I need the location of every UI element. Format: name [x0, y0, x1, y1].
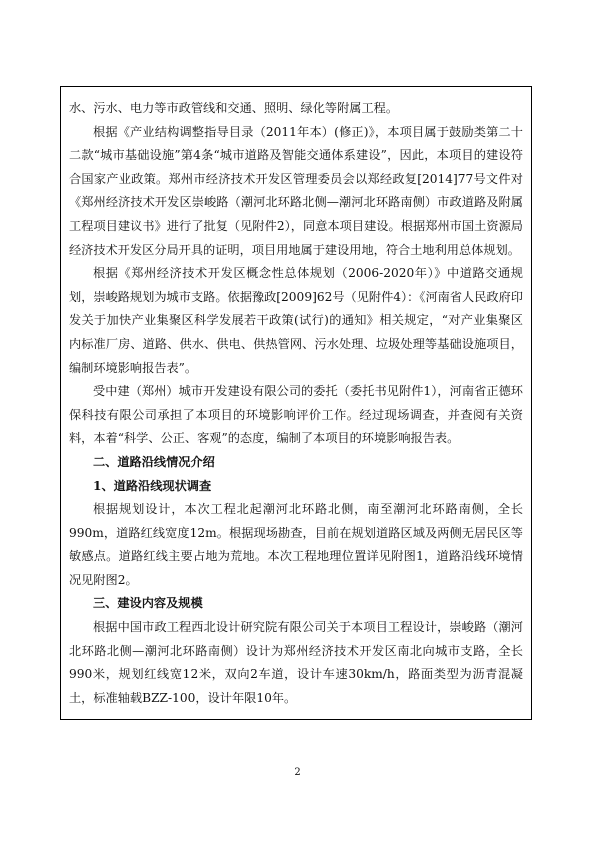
- document-body: [69, 97, 523, 710]
- paragraph-construction-scale: 根据中国市政工程西北设计研究院有限公司关于本项目工程设计，崇峻路（潮河北环路北侧—潮河北环路南侧）设计为郑州经济技术开发区南北向城市支路，全长990米，规划红线宽12米，双向2车道，设计车速30km/h，路面类型为沥青混凝土，标准轴载BZZ-100，设计年限10年。: [69, 620, 523, 705]
- paragraph-current-survey: 根据规划设计，本次工程北起潮河北环路北侧，南至潮河北环路南侧，全长990m，道路红线宽度12m。根据现场勘查，目前在规划道路区域及两侧无居民区等敏感点。道路红线主要占地为荒地。本次工程地理位置详见附图1，道路沿线环境情况见附图2。: [69, 502, 523, 587]
- paragraph-planning-basis: 根据《郑州经济技术开发区概念性总体规划（2006-2020年）》中道路交通规划，崇峻路规划为城市支路。依据豫政[2009]62号（见附件4）：《河南省人民政府印发关于加快产业集聚区科学发展若干政策(试行)的通知》相关规定，“对产业集聚区内标准厂房、道路、供水、供电、供热管网、污水处理、垃圾处理等基础设施项目，编制环境影响报告表”。: [69, 266, 523, 375]
- section-heading-construction-scale: 三、建设内容及规模: [93, 596, 203, 611]
- content-frame: [60, 86, 532, 720]
- paragraph-industrial-policy: 根据《产业结构调整指导目录（2011年本）(修正)》，本项目属于鼓励类第二十二款“城市基础设施”第4条“城市道路及智能交通体系建设”，因此，本项目的建设符合国家产业政策。郑州市经济技术开发区管理委员会以郑经政复[2014]77号文件对《郑州经济技术开发区崇峻路（潮河北环路北侧—潮河北环路南侧）市政道路及附属工程项目建议书》进行了批复（见附件2），同意本项目建设。根据郑州市国土资源局经济技术开发区分局开具的证明，项目用地属于建设用地，符合土地利用总体规划。: [69, 124, 523, 257]
- paragraph-commission: 受中建（郑州）城市开发建设有限公司的委托（委托书见附件1），河南省正德环保科技有限公司承担了本项目的环境影响评价工作。经过现场调查，并查阅有关资料，本着“科学、公正、客观”的态度，编制了本项目的环境影响报告表。: [69, 384, 523, 446]
- paragraph-continuation: 水、污水、电力等市政管线和交通、照明、绿化等附属工程。: [69, 101, 399, 115]
- page-number: 2: [294, 767, 301, 778]
- section-heading-road-situation: 二、道路沿线情况介绍: [93, 454, 215, 469]
- subsection-heading-current-survey: 1、道路沿线现状调查: [93, 478, 212, 493]
